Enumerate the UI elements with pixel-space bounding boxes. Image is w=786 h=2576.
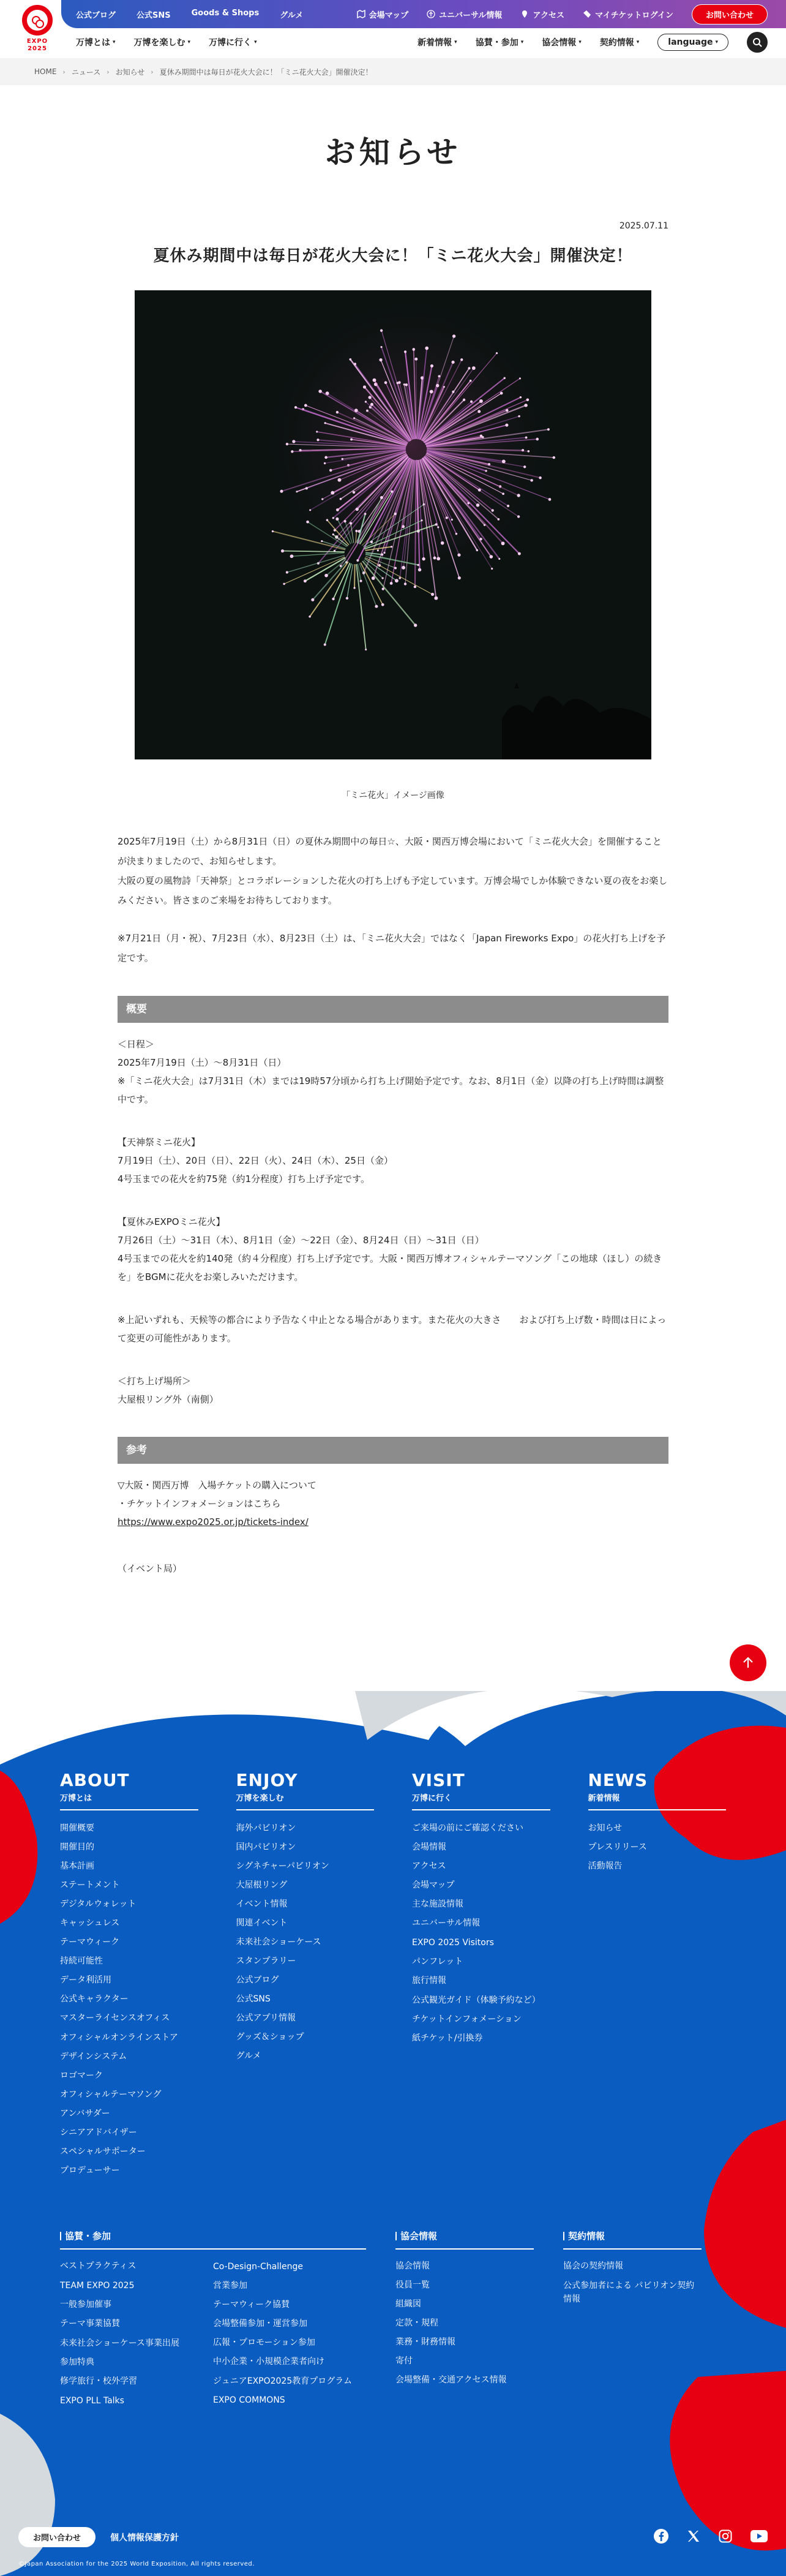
schedule-block: [118, 1035, 668, 1109]
footer-contract-item[interactable]: 協会の契約情報: [563, 2257, 702, 2276]
top-utility-links: [61, 9, 357, 20]
footer-sponsor-item[interactable]: 一般参加催事: [60, 2295, 201, 2314]
footer-contract-block: [563, 2229, 702, 2411]
section-heading-reference: 参考: [118, 1437, 668, 1464]
chevron-down-icon: ▾: [254, 39, 257, 45]
footer-visit-item[interactable]: ご来場の前にご確認ください: [412, 1819, 550, 1838]
footer-enjoy-item[interactable]: グッズ＆ショップ: [236, 2028, 375, 2047]
section-heading-overview: 概要: [118, 996, 668, 1023]
caution-block: [118, 1311, 668, 1347]
footer-about-title: ABOUT: [60, 1771, 198, 1790]
footer-contract-title: 契約情報: [563, 2229, 702, 2250]
footer-sponsor-title: 協賛・参加: [60, 2229, 366, 2250]
news-article: [118, 221, 668, 1575]
footer-secondary: [0, 2180, 786, 2411]
footer-assoc-item[interactable]: 定款・規程: [395, 2314, 507, 2333]
footer-enjoy-item[interactable]: 国内パビリオン: [236, 1838, 375, 1857]
footer-sponsor-item[interactable]: 未来社会ショーケース事業出展: [60, 2333, 201, 2353]
footer-visit-item[interactable]: 会場マップ: [412, 1876, 550, 1895]
nav-association[interactable]: 協会情報 ▾: [542, 36, 582, 48]
footer-about-item[interactable]: 持続可能性: [60, 1952, 198, 1971]
footer-about-item[interactable]: ステートメント: [60, 1876, 198, 1895]
footer-about-item[interactable]: アンバサダー: [60, 2104, 198, 2123]
note-paragraph: [118, 928, 668, 968]
chevron-right-icon: ›: [62, 68, 65, 76]
footer-about-item[interactable]: シニアアドバイザー: [60, 2123, 198, 2142]
ticket-info-link[interactable]: https://www.expo2025.or.jp/tickets-index/: [118, 1516, 309, 1527]
expo-fireworks-desc: 4号玉までの花火を約140発（約４分程度）打ち上げ予定です。大阪・関西万博オフィシャルテーマソング「この地球（ほし）の続きを」をBGMに花火をお楽しみいただけます。: [118, 1249, 668, 1286]
nav-sponsor[interactable]: 協賛・参加 ▾: [476, 36, 524, 48]
social-links: [654, 2529, 768, 2546]
goods-shops-link[interactable]: Goods & Shops: [192, 9, 260, 20]
arrow-up-icon: [741, 1656, 755, 1670]
footer-about-item[interactable]: ロゴマーク: [60, 2066, 198, 2085]
footer-enjoy-item[interactable]: 海外パビリオン: [236, 1819, 375, 1838]
footer-sponsor-item[interactable]: 会場整備参加・運営参加: [213, 2314, 366, 2333]
footer-enjoy-item[interactable]: 未来社会ショーケース: [236, 1933, 375, 1952]
footer-assoc-item[interactable]: 役員一覧: [395, 2276, 507, 2295]
x-icon[interactable]: [687, 2529, 700, 2545]
breadcrumb-notices[interactable]: お知らせ: [116, 67, 145, 77]
language-selector[interactable]: language ▾: [657, 34, 728, 51]
footer-enjoy-list: [236, 1819, 375, 2066]
footer-visit-item[interactable]: 旅行情報: [412, 1972, 550, 1990]
footer-enjoy-sub: 万博を楽しむ: [236, 1791, 375, 1810]
footer-news-item[interactable]: 活動報告: [588, 1857, 727, 1876]
footer-assoc-block: [395, 2229, 534, 2411]
intro-paragraph: [118, 832, 668, 910]
my-ticket-login-link[interactable]: マイチケットログイン: [583, 9, 673, 20]
footer-assoc-item[interactable]: 会場整備・交通アクセス情報: [395, 2371, 507, 2390]
page-top-button[interactable]: [730, 1644, 766, 1681]
fireworks-illustration: [135, 290, 651, 759]
instagram-icon[interactable]: [719, 2529, 732, 2545]
place-text: 大屋根リング外（南側）: [118, 1390, 668, 1409]
nav-about[interactable]: 万博とは ▾: [76, 36, 116, 48]
footer-visit-title: VISIT: [412, 1771, 550, 1790]
chevron-down-icon: ▾: [113, 39, 116, 45]
footer-visit-item[interactable]: 紙チケット/引換券: [412, 2029, 550, 2048]
footer-sponsor-item[interactable]: 参加特典: [60, 2353, 201, 2372]
footer-about-item[interactable]: データ利活用: [60, 1971, 198, 1990]
gourmet-link[interactable]: グルメ: [280, 9, 303, 20]
footer-sponsor-list-1: [60, 2257, 201, 2411]
footer-about-item[interactable]: 公式キャラクター: [60, 1990, 198, 2009]
youtube-icon[interactable]: [750, 2530, 768, 2545]
footer-enjoy-item[interactable]: 大屋根リング: [236, 1876, 375, 1895]
footer-enjoy-item[interactable]: スタンプラリー: [236, 1952, 375, 1971]
access-link[interactable]: アクセス: [520, 9, 564, 20]
chevron-down-icon: ▾: [715, 39, 718, 45]
chevron-down-icon: ▾: [637, 39, 640, 45]
footer-about-item[interactable]: 開催目的: [60, 1838, 198, 1857]
tenjin-dates: 7月19日（土）、20日（日）、22日（火）、24日（木）、25日（金）: [118, 1151, 668, 1170]
footer-about-item[interactable]: デザインシステム: [60, 2047, 198, 2066]
footer-about-item[interactable]: オフィシャルテーマソング: [60, 2085, 198, 2104]
reference-block: [118, 1476, 668, 1531]
footer-enjoy-item[interactable]: 公式アプリ情報: [236, 2009, 375, 2028]
image-caption: 「ミニ花火」イメージ画像: [118, 789, 668, 801]
footer-content: [0, 1691, 786, 2411]
expo-fireworks-block: [118, 1213, 668, 1286]
footer-about-item[interactable]: 基本計画: [60, 1857, 198, 1876]
footer-visit-item[interactable]: EXPO 2025 Visitors: [412, 1933, 550, 1953]
official-sns-link[interactable]: 公式SNS: [137, 9, 171, 20]
footer-visit-item[interactable]: 主な施設情報: [412, 1895, 550, 1914]
fireworks-image: [135, 290, 651, 759]
footer-about-item[interactable]: 開催概要: [60, 1819, 198, 1838]
contact-button[interactable]: お問い合わせ: [692, 4, 768, 24]
footer-sponsor-item[interactable]: ジュニアEXPO2025教育プログラム: [213, 2371, 366, 2391]
footer-about-item[interactable]: スペシャルサポーター: [60, 2142, 198, 2161]
tenjin-label: 【天神祭ミニ花火】: [118, 1133, 668, 1151]
footer-sponsor-item[interactable]: テーマウィーク協賛: [213, 2295, 366, 2314]
universal-access-icon: [427, 10, 435, 18]
footer-visit-sub: 万博に行く: [412, 1791, 550, 1810]
ticket-icon: [583, 10, 591, 18]
footer-news-list: [588, 1819, 727, 1876]
place-label: ＜打ち上げ場所＞: [118, 1372, 668, 1390]
schedule-note: ※「ミニ花火大会」は7月31日（木）までは19時57分頃から打ち上げ開始予定です。なお、8月1日（金）以降の打ち上げ時間は調整中です。: [118, 1072, 668, 1109]
main-nav-right: [417, 32, 786, 53]
privacy-policy-link[interactable]: 個人情報保護方針: [110, 2531, 179, 2544]
footer-sponsor-list-2: [213, 2257, 366, 2411]
logo-text: EXPO 2025: [18, 38, 56, 53]
footer-col-news: [588, 1771, 727, 2180]
footer-contract-item[interactable]: 公式参加者による パビリオン契約情報: [563, 2276, 702, 2309]
main-navigation: [61, 28, 786, 56]
footer-news-item[interactable]: お知らせ: [588, 1819, 727, 1838]
footer-enjoy-item[interactable]: シグネチャーパビリオン: [236, 1857, 375, 1876]
map-icon: [357, 10, 365, 18]
footer-sponsor-item[interactable]: 中小企業・小規模企業者向け: [213, 2352, 366, 2371]
search-button[interactable]: [747, 32, 768, 53]
footer-visit-item[interactable]: 会場情報: [412, 1838, 550, 1857]
footer-visit-list: [412, 1819, 550, 2048]
article-headline: 夏休み期間中は毎日が花火大会に！「ミニ花火大会」開催決定！: [118, 243, 668, 266]
schedule-date: 2025年7月19日（土）～8月31日（日）: [118, 1053, 668, 1072]
place-block: [118, 1372, 668, 1409]
site-footer: [0, 1691, 786, 2576]
footer-sponsor-item[interactable]: Co-Design-Challenge: [213, 2257, 366, 2277]
footer-contact-button[interactable]: お問い合わせ: [18, 2527, 95, 2547]
footer-enjoy-item[interactable]: イベント情報: [236, 1895, 375, 1914]
reference-line-1: ▽大阪・関西万博 入場チケットの購入について: [118, 1476, 668, 1494]
site-header: [0, 0, 786, 58]
tenjin-block: [118, 1133, 668, 1188]
location-pin-icon: [520, 10, 529, 18]
schedule-label: ＜日程＞: [118, 1035, 668, 1053]
top-utility-bar: [61, 0, 786, 28]
footer-col-enjoy: [236, 1771, 375, 2180]
footer-about-list: [60, 1819, 198, 2180]
footer-visit-item[interactable]: 公式観光ガイド（体験予約など）: [412, 1990, 550, 2010]
footer-col-about: [60, 1771, 198, 2180]
footer-sponsor-item[interactable]: 修学旅行・校外学習: [60, 2372, 201, 2391]
caution-text: ※上記いずれも、天候等の都合により予告なく中止となる場合があります。また花火の大きさ および打ち上げ数・時間は日によって変更の可能性があります。: [118, 1311, 668, 1347]
chevron-down-icon: ▾: [188, 39, 191, 45]
footer-assoc-item[interactable]: 組織図: [395, 2295, 507, 2314]
footer-news-title: NEWS: [588, 1771, 727, 1790]
footer-visit-item[interactable]: チケットインフォメーション: [412, 2010, 550, 2029]
myaku-myaku-logo-icon: [22, 5, 53, 36]
chevron-down-icon: ▾: [454, 39, 457, 45]
universal-info-link[interactable]: ユニバーサル情報: [427, 9, 502, 20]
copyright: ©Japan Association for the 2025 World Exposition, All rights reserved.: [18, 2561, 255, 2567]
chevron-right-icon: ›: [107, 68, 109, 76]
footer-assoc-title: 協会情報: [395, 2229, 534, 2250]
footer-visit-item[interactable]: パンフレット: [412, 1953, 550, 1972]
breadcrumb-home[interactable]: HOME: [34, 67, 56, 76]
footer-assoc-list: [395, 2257, 507, 2390]
footer-contract-list: [563, 2257, 702, 2309]
article-date: 2025.07.11: [118, 221, 668, 231]
footer-about-item[interactable]: デジタルウォレット: [60, 1895, 198, 1914]
footer-sponsor-block: [60, 2229, 366, 2411]
footer-about-item[interactable]: テーマウィーク: [60, 1933, 198, 1952]
footer-enjoy-title: ENJOY: [236, 1771, 375, 1790]
expo-fireworks-label: 【夏休みEXPOミニ花火】: [118, 1213, 668, 1231]
footer-assoc-item[interactable]: 業務・財務情報: [395, 2333, 507, 2352]
footer-main-columns: [0, 1691, 786, 2180]
footer-about-item[interactable]: オフィシャルオンラインストア: [60, 2028, 198, 2047]
footer-sponsor-item[interactable]: TEAM EXPO 2025: [60, 2276, 201, 2295]
footer-sponsor-item[interactable]: 広報・プロモーション参加: [213, 2333, 366, 2352]
footer-sponsor-item[interactable]: 営業参加: [213, 2277, 366, 2295]
intro-line-2: 大阪の夏の風物詩「天神祭」とコラボレーションした花火の打ち上げも予定しています。万博会場でしか体験できない夏の夜をお楽しみください。皆さまのご来場をお待ちしております。: [118, 871, 668, 910]
footer-sponsor-item[interactable]: テーマ事業協賛: [60, 2314, 201, 2333]
top-utility-right: [357, 4, 786, 24]
chevron-right-icon: ›: [151, 68, 153, 76]
footer-about-sub: 万博とは: [60, 1791, 198, 1810]
search-icon: [752, 37, 762, 47]
department-tag: （イベント局）: [118, 1562, 668, 1575]
breadcrumb: [0, 58, 786, 85]
main-content: [0, 128, 786, 1575]
intro-line-1: 2025年7月19日（土）から8月31日（日）の夏休み期間中の毎日☆、大阪・関西万博会場において「ミニ花火大会」を開催することが決まりましたので、お知らせします。: [118, 832, 668, 871]
footer-news-item[interactable]: プレスリリース: [588, 1838, 727, 1857]
footer-about-item[interactable]: マスターライセンスオフィス: [60, 2009, 198, 2028]
page-title: お知らせ: [0, 128, 786, 172]
footer-sponsor-item[interactable]: EXPO COMMONS: [213, 2391, 366, 2410]
expo-fireworks-dates: 7月26日（土）～31日（木）、8月1日（金）～22日（金）、8月24日（日）～31日（日）: [118, 1231, 668, 1249]
note-text: ※7月21日（月・祝）、7月23日（水）、8月23日（土）は、「ミニ花火大会」ではなく「Japan Fireworks Expo」の花火打ち上げを予定です。: [118, 928, 668, 968]
footer-news-sub: 新着情報: [588, 1791, 727, 1810]
expo-logo[interactable]: [18, 5, 56, 53]
nav-visit[interactable]: 万博に行く ▾: [209, 36, 257, 48]
facebook-icon[interactable]: [654, 2529, 668, 2546]
chevron-down-icon: ▾: [578, 39, 582, 45]
venue-map-link[interactable]: 会場マップ: [357, 9, 408, 20]
nav-enjoy[interactable]: 万博を楽しむ ▾: [134, 36, 191, 48]
footer-visit-item[interactable]: ユニバーサル情報: [412, 1914, 550, 1933]
footer-enjoy-item[interactable]: 関連イベント: [236, 1914, 375, 1933]
footer-visit-item[interactable]: アクセス: [412, 1857, 550, 1876]
breadcrumb-current: 夏休み期間中は毎日が花火大会に！「ミニ花火大会」開催決定！: [160, 67, 373, 77]
footer-sponsor-item[interactable]: EXPO PLL Talks: [60, 2391, 201, 2411]
breadcrumb-news[interactable]: ニュース: [72, 67, 100, 77]
nav-contract[interactable]: 契約情報 ▾: [600, 36, 640, 48]
footer-enjoy-item[interactable]: 公式SNS: [236, 1990, 375, 2009]
nav-news[interactable]: 新着情報 ▾: [417, 36, 457, 48]
footer-about-item[interactable]: キャッシュレス: [60, 1914, 198, 1933]
chevron-down-icon: ▾: [521, 39, 524, 45]
footer-assoc-item[interactable]: 寄付: [395, 2352, 507, 2371]
official-blog-link[interactable]: 公式ブログ: [76, 9, 116, 20]
reference-line-2: ・チケットインフォメーションはこちら: [118, 1494, 668, 1513]
footer-enjoy-item[interactable]: 公式ブログ: [236, 1971, 375, 1990]
main-nav-left: [61, 36, 417, 48]
footer-assoc-item[interactable]: 協会情報: [395, 2257, 507, 2276]
tenjin-desc: 4号玉までの花火を約75発（約1分程度）打ち上げ予定です。: [118, 1170, 668, 1188]
footer-col-visit: [412, 1771, 550, 2180]
footer-about-item[interactable]: プロデューサー: [60, 2161, 198, 2180]
footer-enjoy-item[interactable]: グルメ: [236, 2047, 375, 2066]
footer-sponsor-item[interactable]: ベストプラクティス: [60, 2257, 201, 2276]
